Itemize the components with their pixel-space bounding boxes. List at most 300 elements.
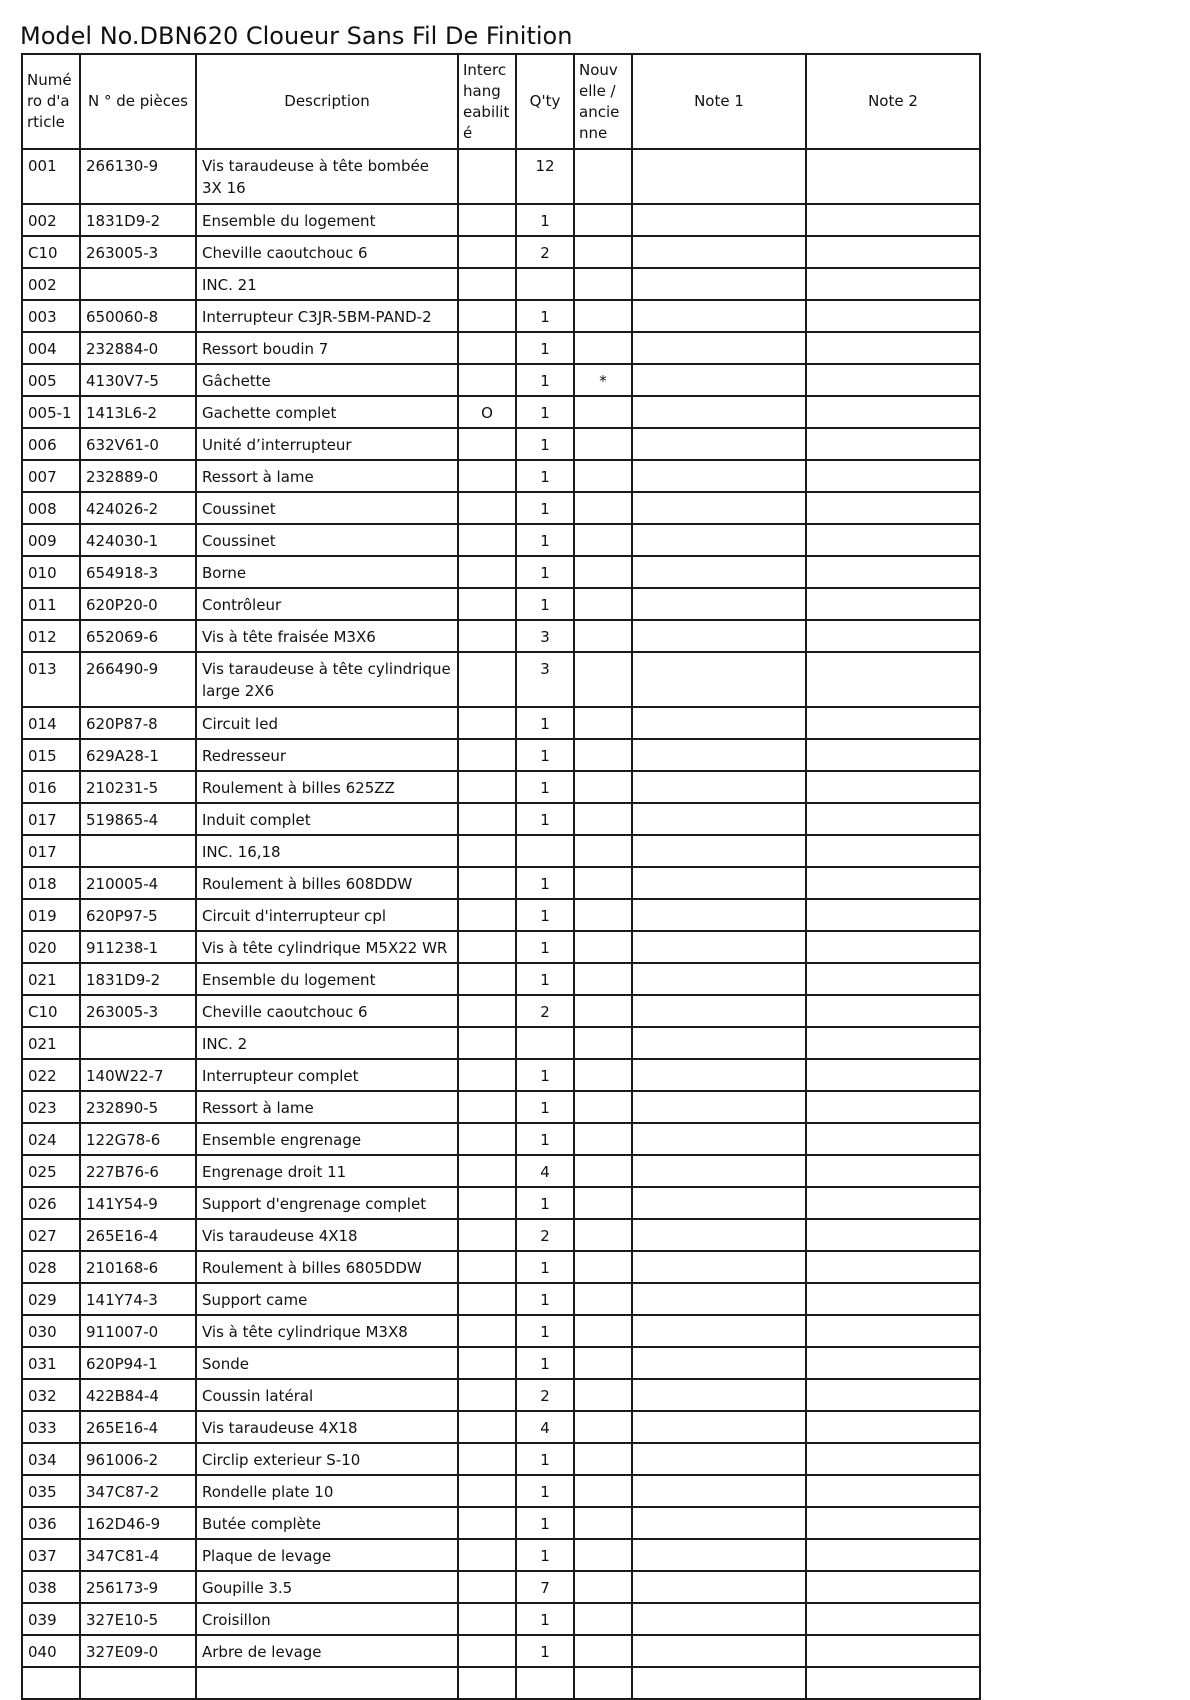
cell-note-2: [806, 931, 980, 963]
cell-description: Ensemble du logement: [196, 204, 458, 236]
cell-new-old: [574, 300, 632, 332]
cell-description: Ressort à lame: [196, 460, 458, 492]
table-row: [22, 1059, 980, 1091]
cell-note-1: [632, 1187, 806, 1219]
cell-interchangeability: [458, 899, 516, 931]
cell-note-1: [632, 835, 806, 867]
cell-note-2: [806, 364, 980, 396]
cell-note-2: [806, 1379, 980, 1411]
cell-note-2: [806, 1443, 980, 1475]
table-row: [22, 524, 980, 556]
cell-new-old: [574, 1219, 632, 1251]
cell-description: Vis taraudeuse à tête cylindrique large 2X6: [196, 652, 458, 707]
cell-note-1: [632, 524, 806, 556]
cell-item-number: 027: [22, 1219, 80, 1251]
cell-item-number: 013: [22, 652, 80, 707]
cell-item-number: 018: [22, 867, 80, 899]
cell-description: INC. 16,18: [196, 835, 458, 867]
cell-note-2: [806, 460, 980, 492]
cell-new-old: [574, 652, 632, 707]
cell-part-number: 911238-1: [80, 931, 196, 963]
table-row: [22, 1251, 980, 1283]
cell-part-number: 265E16-4: [80, 1219, 196, 1251]
cell-interchangeability: [458, 963, 516, 995]
cell-description: Coussinet: [196, 492, 458, 524]
table-row: [22, 899, 980, 931]
cell-new-old: [574, 803, 632, 835]
cell-note-1: [632, 620, 806, 652]
cell-item-number: 028: [22, 1251, 80, 1283]
cell-note-2: [806, 1091, 980, 1123]
cell-item-number: 036: [22, 1507, 80, 1539]
cell-quantity: 1: [516, 963, 574, 995]
cell-interchangeability: [458, 707, 516, 739]
cell-part-number: 327E10-5: [80, 1603, 196, 1635]
cell-description: Support d'engrenage complet: [196, 1187, 458, 1219]
cell-interchangeability: [458, 1187, 516, 1219]
cell-interchangeability: [458, 771, 516, 803]
cell-note-2: [806, 428, 980, 460]
cell-part-number: 327E09-0: [80, 1635, 196, 1667]
cell-quantity: 1: [516, 1315, 574, 1347]
header-part-number: N ° de pièces: [80, 54, 196, 149]
cell-quantity: 1: [516, 1251, 574, 1283]
cell-note-2: [806, 620, 980, 652]
cell-description: Sonde: [196, 1347, 458, 1379]
table-row: [22, 556, 980, 588]
cell-description: INC. 21: [196, 268, 458, 300]
cell-part-number: [80, 835, 196, 867]
cell-note-2: [806, 899, 980, 931]
cell-quantity: 1: [516, 1283, 574, 1315]
cell-item-number: 029: [22, 1283, 80, 1315]
cell-description: Vis taraudeuse 4X18: [196, 1411, 458, 1443]
cell-item-number: 009: [22, 524, 80, 556]
table-row: [22, 149, 980, 204]
cell-interchangeability: [458, 588, 516, 620]
cell-note-2: [806, 268, 980, 300]
cell-part-number: 347C81-4: [80, 1539, 196, 1571]
cell-description: Croisillon: [196, 1603, 458, 1635]
cell-note-2: [806, 524, 980, 556]
cell-new-old: [574, 1123, 632, 1155]
cell-interchangeability: [458, 1219, 516, 1251]
cell-new-old: [574, 396, 632, 428]
cell-interchangeability: [458, 931, 516, 963]
cell-interchangeability: [458, 1571, 516, 1603]
cell-item-number: 002: [22, 204, 80, 236]
cell-description: Arbre de levage: [196, 1635, 458, 1667]
cell-note-1: [632, 995, 806, 1027]
cell-quantity: 1: [516, 899, 574, 931]
cell-part-number: [80, 268, 196, 300]
cell-quantity: [516, 1027, 574, 1059]
cell-new-old: [574, 1059, 632, 1091]
cell-part-number: 122G78-6: [80, 1123, 196, 1155]
cell-item-number: 034: [22, 1443, 80, 1475]
header-note-1: Note 1: [632, 54, 806, 149]
cell-interchangeability: [458, 236, 516, 268]
cell-quantity: 1: [516, 803, 574, 835]
cell-quantity: 1: [516, 1635, 574, 1667]
cell-new-old: [574, 771, 632, 803]
parts-table: [21, 53, 981, 1700]
cell-description: Coussin latéral: [196, 1379, 458, 1411]
cell-item-number: 005: [22, 364, 80, 396]
cell-note-2: [806, 1539, 980, 1571]
table-row: [22, 1091, 980, 1123]
table-row: [22, 931, 980, 963]
cell-quantity: 1: [516, 931, 574, 963]
cell-note-1: [632, 1379, 806, 1411]
table-row: [22, 1123, 980, 1155]
cell-note-1: [632, 1635, 806, 1667]
cell-note-2: [806, 149, 980, 204]
cell-quantity: 2: [516, 1219, 574, 1251]
cell-part-number: 424030-1: [80, 524, 196, 556]
cell-description: Interrupteur C3JR-5BM-PAND-2: [196, 300, 458, 332]
cell-new-old: [574, 524, 632, 556]
cell-new-old: [574, 707, 632, 739]
table-row: [22, 1411, 980, 1443]
cell-item-number: 003: [22, 300, 80, 332]
cell-note-1: [632, 1283, 806, 1315]
cell-part-number: 652069-6: [80, 620, 196, 652]
table-row: [22, 835, 980, 867]
cell-quantity: 1: [516, 300, 574, 332]
cell-new-old: [574, 739, 632, 771]
cell-description: Vis à tête cylindrique M3X8: [196, 1315, 458, 1347]
cell-part-number: 210005-4: [80, 867, 196, 899]
cell-note-1: [632, 236, 806, 268]
cell-note-1: [632, 1347, 806, 1379]
cell-part-number: 266490-9: [80, 652, 196, 707]
cell-part-number: 263005-3: [80, 236, 196, 268]
cell-quantity: 3: [516, 620, 574, 652]
cell-interchangeability: [458, 867, 516, 899]
cell-note-1: [632, 867, 806, 899]
cell-quantity: 1: [516, 524, 574, 556]
cell-note-2: [806, 396, 980, 428]
cell-interchangeability: [458, 1379, 516, 1411]
cell-description: Induit complet: [196, 803, 458, 835]
cell-note-1: [632, 1027, 806, 1059]
cell-note-1: [632, 1091, 806, 1123]
cell-note-1: [632, 1603, 806, 1635]
cell-interchangeability: [458, 1475, 516, 1507]
cell-note-2: [806, 1507, 980, 1539]
table-row: [22, 1219, 980, 1251]
cell-item-number: 010: [22, 556, 80, 588]
cell-quantity: 1: [516, 707, 574, 739]
cell-note-1: [632, 1475, 806, 1507]
cell-note-1: [632, 1571, 806, 1603]
cell-item-number: 038: [22, 1571, 80, 1603]
cell-note-1: [632, 931, 806, 963]
cell-note-2: [806, 652, 980, 707]
cell-note-2: [806, 867, 980, 899]
cell-description: Circuit led: [196, 707, 458, 739]
cell-interchangeability: [458, 1411, 516, 1443]
cell-quantity: 1: [516, 1123, 574, 1155]
table-row: [22, 1539, 980, 1571]
cell-note-2: [806, 1251, 980, 1283]
table-row: [22, 492, 980, 524]
cell-interchangeability: [458, 268, 516, 300]
table-row: [22, 1507, 980, 1539]
cell-item-number: 005-1: [22, 396, 80, 428]
cell-interchangeability: [458, 739, 516, 771]
cell-note-1: [632, 1507, 806, 1539]
cell-part-number: 232889-0: [80, 460, 196, 492]
cell-item-number: 032: [22, 1379, 80, 1411]
table-row: [22, 300, 980, 332]
table-row: [22, 1379, 980, 1411]
cell-note-2: [806, 963, 980, 995]
cell-note-1: [632, 652, 806, 707]
cell-item-number: 030: [22, 1315, 80, 1347]
cell-part-number: 263005-3: [80, 995, 196, 1027]
cell-item-number: 011: [22, 588, 80, 620]
cell-interchangeability: [458, 995, 516, 1027]
cell-note-2: [806, 1123, 980, 1155]
cell-interchangeability: [458, 1347, 516, 1379]
cell-new-old: [574, 1411, 632, 1443]
cell-description: Gâchette: [196, 364, 458, 396]
cell-note-2: [806, 204, 980, 236]
cell-item-number: 001: [22, 149, 80, 204]
table-row: [22, 707, 980, 739]
cell-description: INC. 2: [196, 1027, 458, 1059]
table-row: [22, 771, 980, 803]
cell-new-old: [574, 835, 632, 867]
cell-description: Circuit d'interrupteur cpl: [196, 899, 458, 931]
cell-new-old: [574, 588, 632, 620]
cell-part-number: 620P94-1: [80, 1347, 196, 1379]
cell-note-2: [806, 1475, 980, 1507]
cell-note-2: [806, 556, 980, 588]
parts-table-body: [22, 149, 980, 1699]
cell-description: Vis taraudeuse 4X18: [196, 1219, 458, 1251]
cell-note-2: [806, 1027, 980, 1059]
cell-part-number: 141Y74-3: [80, 1283, 196, 1315]
cell-note-1: [632, 1667, 806, 1699]
cell-note-2: [806, 1635, 980, 1667]
table-row: [22, 1443, 980, 1475]
cell-quantity: 1: [516, 1091, 574, 1123]
cell-part-number: 422B84-4: [80, 1379, 196, 1411]
cell-new-old: [574, 1379, 632, 1411]
cell-description: Unité d’interrupteur: [196, 428, 458, 460]
cell-description: Redresseur: [196, 739, 458, 771]
cell-item-number: 016: [22, 771, 80, 803]
cell-interchangeability: [458, 300, 516, 332]
cell-new-old: [574, 268, 632, 300]
cell-note-2: [806, 1155, 980, 1187]
cell-note-2: [806, 1059, 980, 1091]
table-row: [22, 1603, 980, 1635]
table-row: [22, 1667, 980, 1699]
cell-quantity: 4: [516, 1411, 574, 1443]
cell-new-old: *: [574, 364, 632, 396]
cell-item-number: 015: [22, 739, 80, 771]
cell-note-1: [632, 1123, 806, 1155]
cell-description: Roulement à billes 608DDW: [196, 867, 458, 899]
cell-note-2: [806, 771, 980, 803]
cell-description: Vis à tête fraisée M3X6: [196, 620, 458, 652]
cell-note-2: [806, 236, 980, 268]
cell-note-1: [632, 364, 806, 396]
cell-new-old: [574, 460, 632, 492]
header-row: [22, 54, 980, 149]
header-item-number: Numé ro d'a rticle: [22, 54, 80, 149]
cell-note-1: [632, 396, 806, 428]
cell-note-2: [806, 588, 980, 620]
cell-note-1: [632, 1443, 806, 1475]
cell-interchangeability: [458, 620, 516, 652]
header-description: Description: [196, 54, 458, 149]
cell-item-number: 037: [22, 1539, 80, 1571]
cell-description: Coussinet: [196, 524, 458, 556]
cell-new-old: [574, 1283, 632, 1315]
cell-note-2: [806, 1347, 980, 1379]
cell-interchangeability: [458, 1443, 516, 1475]
cell-quantity: 1: [516, 428, 574, 460]
cell-new-old: [574, 492, 632, 524]
cell-note-1: [632, 1219, 806, 1251]
cell-description: Cheville caoutchouc 6: [196, 995, 458, 1027]
cell-item-number: 019: [22, 899, 80, 931]
cell-quantity: 1: [516, 739, 574, 771]
cell-part-number: 1831D9-2: [80, 963, 196, 995]
cell-new-old: [574, 1155, 632, 1187]
cell-description: Vis taraudeuse à tête bombée 3X 16: [196, 149, 458, 204]
cell-description: Roulement à billes 6805DDW: [196, 1251, 458, 1283]
cell-description: Roulement à billes 625ZZ: [196, 771, 458, 803]
cell-note-1: [632, 739, 806, 771]
cell-new-old: [574, 1091, 632, 1123]
cell-note-2: [806, 1187, 980, 1219]
cell-part-number: 650060-8: [80, 300, 196, 332]
cell-new-old: [574, 204, 632, 236]
cell-item-number: 014: [22, 707, 80, 739]
cell-part-number: 4130V7-5: [80, 364, 196, 396]
cell-part-number: 227B76-6: [80, 1155, 196, 1187]
header-note-2: Note 2: [806, 54, 980, 149]
cell-item-number: 002: [22, 268, 80, 300]
cell-description: Plaque de levage: [196, 1539, 458, 1571]
cell-item-number: 022: [22, 1059, 80, 1091]
cell-part-number: 232890-5: [80, 1091, 196, 1123]
cell-quantity: 2: [516, 995, 574, 1027]
cell-item-number: 033: [22, 1411, 80, 1443]
cell-note-2: [806, 707, 980, 739]
cell-item-number: C10: [22, 995, 80, 1027]
cell-part-number: 620P20-0: [80, 588, 196, 620]
cell-quantity: [516, 835, 574, 867]
cell-new-old: [574, 1315, 632, 1347]
cell-interchangeability: [458, 1155, 516, 1187]
cell-item-number: 021: [22, 1027, 80, 1059]
cell-description: Goupille 3.5: [196, 1571, 458, 1603]
cell-note-1: [632, 1411, 806, 1443]
cell-quantity: 1: [516, 556, 574, 588]
cell-part-number: 162D46-9: [80, 1507, 196, 1539]
cell-note-2: [806, 300, 980, 332]
cell-interchangeability: [458, 1283, 516, 1315]
cell-quantity: 2: [516, 236, 574, 268]
table-row: [22, 588, 980, 620]
table-row: [22, 1187, 980, 1219]
cell-interchangeability: [458, 1539, 516, 1571]
cell-interchangeability: [458, 204, 516, 236]
table-row: [22, 268, 980, 300]
cell-description: Gachette complet: [196, 396, 458, 428]
cell-description: Ensemble du logement: [196, 963, 458, 995]
cell-interchangeability: [458, 1059, 516, 1091]
cell-interchangeability: [458, 428, 516, 460]
cell-description: Vis à tête cylindrique M5X22 WR: [196, 931, 458, 963]
cell-item-number: 020: [22, 931, 80, 963]
cell-quantity: 2: [516, 1379, 574, 1411]
cell-description: Contrôleur: [196, 588, 458, 620]
cell-interchangeability: [458, 1027, 516, 1059]
cell-note-1: [632, 1539, 806, 1571]
cell-note-1: [632, 332, 806, 364]
cell-new-old: [574, 149, 632, 204]
cell-interchangeability: [458, 652, 516, 707]
cell-description: Ressort boudin 7: [196, 332, 458, 364]
cell-note-2: [806, 1283, 980, 1315]
cell-note-1: [632, 1315, 806, 1347]
cell-quantity: 1: [516, 1507, 574, 1539]
cell-new-old: [574, 995, 632, 1027]
cell-part-number: 256173-9: [80, 1571, 196, 1603]
cell-quantity: 1: [516, 332, 574, 364]
cell-part-number: 1831D9-2: [80, 204, 196, 236]
cell-note-1: [632, 963, 806, 995]
cell-new-old: [574, 1507, 632, 1539]
cell-quantity: 1: [516, 204, 574, 236]
cell-note-1: [632, 149, 806, 204]
cell-item-number: 031: [22, 1347, 80, 1379]
cell-new-old: [574, 1347, 632, 1379]
cell-interchangeability: [458, 1251, 516, 1283]
cell-note-2: [806, 1411, 980, 1443]
cell-part-number: 265E16-4: [80, 1411, 196, 1443]
cell-note-1: [632, 771, 806, 803]
table-row: [22, 332, 980, 364]
table-row: [22, 1347, 980, 1379]
cell-note-1: [632, 1059, 806, 1091]
cell-interchangeability: [458, 556, 516, 588]
cell-quantity: 12: [516, 149, 574, 204]
cell-item-number: 021: [22, 963, 80, 995]
cell-new-old: [574, 1027, 632, 1059]
cell-quantity: [516, 268, 574, 300]
cell-item-number: 035: [22, 1475, 80, 1507]
cell-interchangeability: [458, 1507, 516, 1539]
cell-note-1: [632, 204, 806, 236]
cell-interchangeability: [458, 460, 516, 492]
cell-item-number: [22, 1667, 80, 1699]
cell-quantity: 1: [516, 1475, 574, 1507]
table-row: [22, 1315, 980, 1347]
cell-quantity: 1: [516, 1187, 574, 1219]
cell-description: Borne: [196, 556, 458, 588]
cell-note-1: [632, 588, 806, 620]
table-row: [22, 652, 980, 707]
